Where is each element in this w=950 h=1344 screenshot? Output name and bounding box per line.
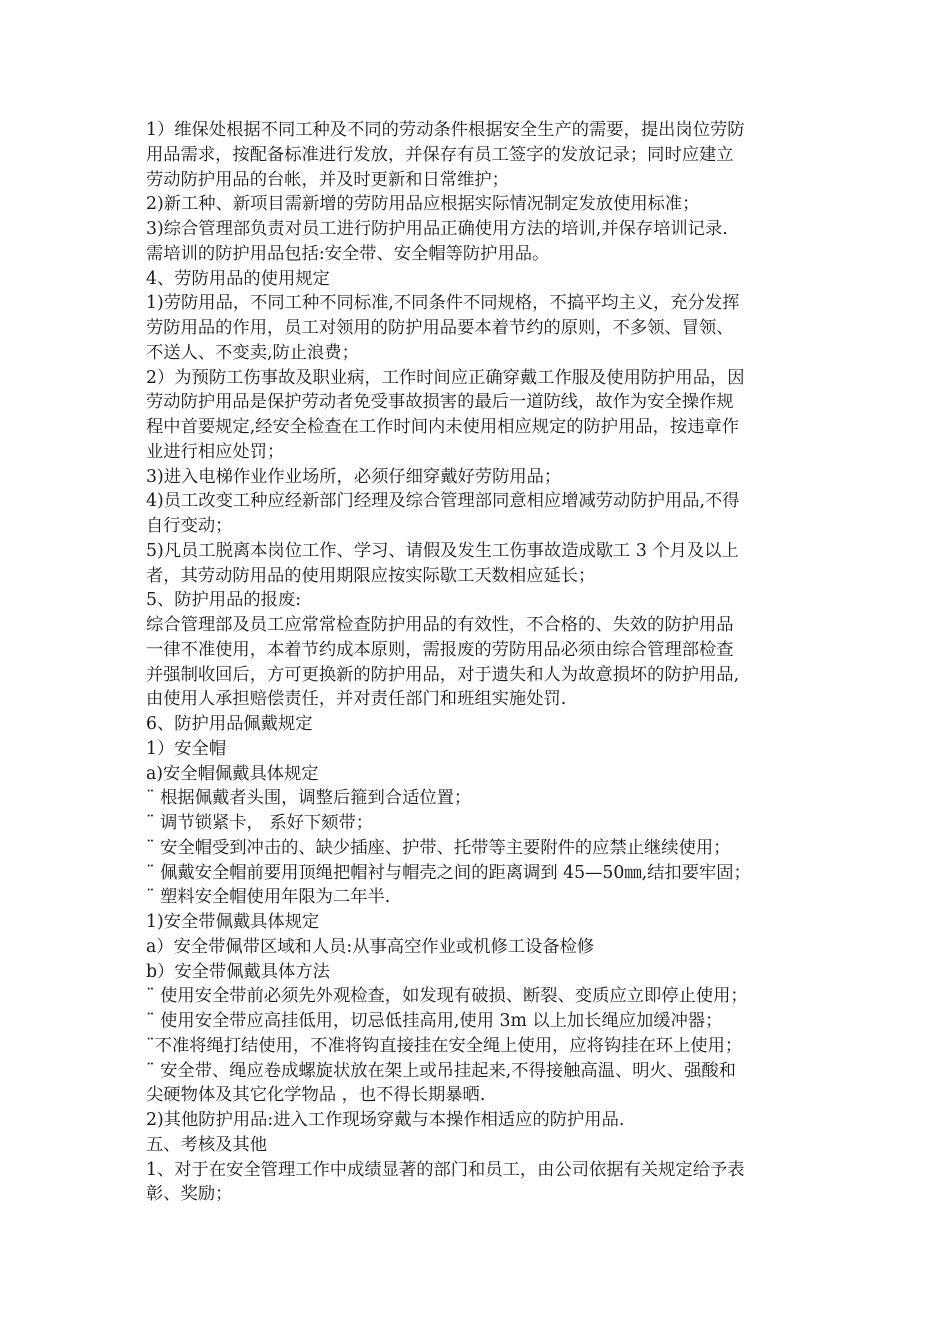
text-line: 自行变动；	[146, 516, 233, 536]
text-line: 不送人、不变卖,防止浪费；	[146, 342, 359, 363]
text-line: a）安全带佩带区域和人员:从事高空作业或机修工设备检修	[146, 936, 595, 957]
text-line: 彰、奖励；	[146, 1184, 233, 1205]
text-line: 1)劳防用品，不同工种不同标准,不同条件不同规格，不搞平均主义，充分发挥	[146, 293, 740, 314]
text-line: 2)新工种、新项目需新增的劳防用品应根据实际情况制定发放使用标准；	[146, 194, 700, 215]
text-line: 劳动防护用品的台帐，并及时更新和日常维护；	[146, 169, 509, 190]
bullet-item: ¨ 使用安全带应高挂低用，切忌低挂高用,使用 3m 以上加长绳应加缓冲器；	[146, 1011, 723, 1031]
bullet-item: ¨ 调节锁紧卡， 系好下颏带；	[146, 813, 374, 833]
bullet-item: ¨ 佩戴安全帽前要用顶绳把帽衬与帽壳之间的距离调到 45—50㎜,结扣要牢固；	[146, 862, 751, 883]
section-heading: 5、防护用品的报废:	[146, 590, 302, 611]
text-line: 3)进入电梯作业作业场所，必须仔细穿戴好劳防用品；	[146, 466, 562, 487]
text-line: 尖硬物体及其它化学物品 ，也不得长期暴晒.	[146, 1085, 486, 1106]
text-line: 者，其劳动防用品的使用期限应按实际歇工天数相应延长；	[146, 565, 596, 586]
bullet-item: ¨ 根据佩戴者头围，调整后箍到合适位置；	[146, 788, 472, 809]
subsection-heading: 1）安全帽	[146, 738, 227, 759]
text-line: 用品需求，按配备标准进行发放，并保存有员工签字的发放记录；同时应建立	[146, 144, 734, 165]
document-page	[146, 118, 816, 1207]
text-line: 综合管理部及员工应常常检查防护用品的有效性，不合格的、失效的防护用品	[146, 615, 734, 635]
bullet-item: ¨不准将绳打结使用，不准将钩直接挂在安全绳上使用，应将钩挂在环上使用；	[146, 1035, 743, 1056]
text-line: 业进行相应处罚；	[146, 441, 285, 462]
text-line: b）安全带佩戴具体方法	[146, 961, 330, 982]
section-heading: 五、考核及其他	[146, 1134, 267, 1155]
text-line: 程中首要规定,经安全检查在工作时间内未使用相应规定的防护用品，按违章作	[146, 417, 740, 437]
text-line: 4)员工改变工种应经新部门经理及综合管理部同意相应增减劳动防护用品,不得	[146, 491, 740, 512]
text-line: 1）维保处根据不同工种及不同的劳动条件根据安全生产的需要，提出岗位劳防	[146, 120, 745, 140]
bullet-item: ¨ 安全带、绳应卷成螺旋状放在架上或吊挂起来,不得接触高温、明火、强酸和	[146, 1060, 736, 1081]
text-line: 并强制收回后，方可更换新的防护用品，对于遗失和人为故意损坏的防护用品,	[146, 664, 740, 685]
bullet-item: ¨ 安全帽受到冲击的、缺少插座、护带、托带等主要附件的应禁止继续使用；	[146, 837, 731, 858]
bullet-item: ¨ 使用安全带前必须先外观检查，如发现有破损、断裂、变质应立即停止使用；	[146, 986, 748, 1007]
text-line: 劳动防护用品是保护劳动者免受事故损害的最后一道防线，故作为安全操作规	[146, 392, 734, 413]
text-line: 由使用人承担赔偿责任，并对责任部门和班组实施处罚.	[146, 689, 567, 710]
text-line: 2）为预防工伤事故及职业病，工作时间应正确穿戴工作服及使用防护用品，因	[146, 367, 745, 388]
text-line: 5)凡员工脱离本岗位工作、学习、请假及发生工伤事故造成歇工 3 个月及以上	[146, 540, 739, 561]
text-line: 需培训的防护用品包括:安全带、安全帽等防护用品。	[146, 243, 550, 264]
section-heading: 6、防护用品佩戴规定	[146, 714, 313, 734]
text-line: 2)其他防护用品:进入工作现场穿戴与本操作相适应的防护用品.	[146, 1110, 625, 1130]
text-line: 1、对于在安全管理工作中成绩显著的部门和员工，由公司依据有关规定给予表	[146, 1159, 745, 1180]
subsection-heading: 1)安全带佩戴具体规定	[146, 912, 320, 932]
text-line: a)安全帽佩戴具体规定	[146, 763, 319, 784]
text-line: 劳防用品的作用，员工对领用的防护用品要本着节约的原则，不多领、冒领、	[146, 318, 734, 338]
text-line: 一律不准使用，本着节约成本原则，需报废的劳防用品必须由综合管理部检查	[146, 639, 734, 660]
bullet-item: ¨ 塑料安全帽使用年限为二年半.	[146, 887, 391, 908]
text-line: 3)综合管理部负责对员工进行防护用品正确使用方法的培训,并保存培训记录.	[146, 219, 728, 239]
section-heading: 4、劳防用品的使用规定	[146, 268, 330, 289]
